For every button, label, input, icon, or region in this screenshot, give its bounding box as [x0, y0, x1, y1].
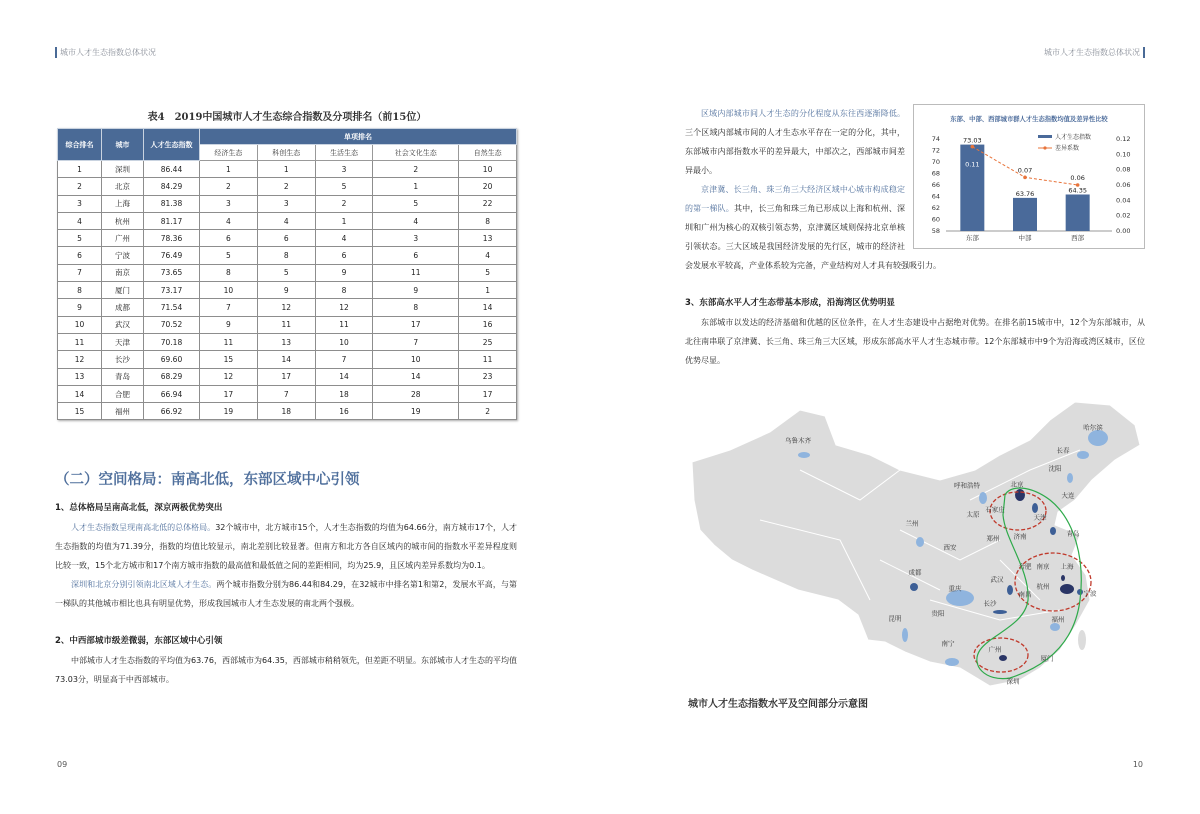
table-cell: 13	[459, 230, 517, 247]
table-cell: 杭州	[102, 212, 144, 229]
table-cell: 12	[315, 299, 373, 316]
legend-label: 人才生态指数	[1055, 134, 1092, 141]
bar-data-label: 73.03	[963, 136, 982, 145]
table-cell: 68.29	[144, 368, 200, 385]
table-cell: 7	[257, 385, 315, 402]
table-cell: 15	[200, 351, 258, 368]
table-cell: 4	[200, 212, 258, 229]
table-cell: 北京	[102, 178, 144, 195]
table-cell: 1	[58, 161, 102, 178]
paragraph-lead: 京津冀、长三角、珠三角三大经济区域中心城市构成稳定的第一梯队。	[685, 185, 905, 213]
table-cell: 8	[200, 264, 258, 281]
table-cell: 上海	[102, 195, 144, 212]
table-cell: 10	[459, 161, 517, 178]
line-data-label: 0.06	[1070, 174, 1085, 182]
table-cell: 1	[373, 178, 459, 195]
table-cell: 66.92	[144, 403, 200, 420]
paragraph: 中部城市人才生态指数的平均值为63.76，西部城市为64.35，西部城市稍稍领先，但差距不明显。东部城市人才生态的平均值73.03分，明显高于中西部城市。	[55, 656, 517, 684]
table-cell: 5	[373, 195, 459, 212]
table-cell: 17	[257, 368, 315, 385]
table-cell: 4	[459, 247, 517, 264]
table-cell: 8	[459, 212, 517, 229]
paragraph-lead: 人才生态指数呈现南高北低的总体格局。	[71, 523, 216, 532]
table-cell: 76.49	[144, 247, 200, 264]
table-cell: 25	[459, 333, 517, 350]
y-tick-left: 66	[931, 181, 940, 189]
chart-svg	[914, 105, 1143, 247]
table-cell: 2	[459, 403, 517, 420]
header-sub: 经济生态	[200, 145, 258, 161]
table-cell: 7	[315, 351, 373, 368]
x-tick-label: 中部	[1018, 234, 1032, 242]
table-cell: 18	[257, 403, 315, 420]
table-cell: 14	[58, 385, 102, 402]
y-tick-left: 64	[931, 192, 940, 201]
paragraph-body: 两个城市指数分别为86.44和84.29，在32城市中排名第1和第2，发展水平高，与第一梯队的其他城市相比也具有明显优势，形成我国城市人才生态发展的南北两个强极。	[55, 580, 517, 608]
table-cell: 11	[373, 264, 459, 281]
map-caption: 城市人才生态指数水平及空间部分示意图	[688, 699, 868, 710]
paragraph	[55, 518, 517, 575]
line-data-label: 0.07	[1017, 166, 1033, 175]
map-city-label: 南昌	[1018, 590, 1032, 599]
table-row	[58, 195, 517, 212]
y-tick-right: 0.10	[1116, 150, 1131, 159]
header-rank: 综合排名	[58, 129, 102, 161]
table-cell: 3	[257, 195, 315, 212]
table-cell: 厦门	[102, 282, 144, 299]
table-cell: 11	[58, 333, 102, 350]
map-city-label: 西安	[943, 543, 957, 552]
paragraph	[55, 575, 517, 613]
map-city-label: 济南	[1013, 532, 1027, 541]
header-city: 城市	[102, 129, 144, 161]
map-city-label: 呼和浩特	[954, 481, 980, 490]
section-title: （二）空间格局：南高北低，东部区域中心引领	[55, 472, 360, 488]
header-sub: 社会文化生态	[373, 145, 459, 161]
table-cell: 1	[200, 161, 258, 178]
table-cell: 86.44	[144, 161, 200, 178]
table-cell: 84.29	[144, 178, 200, 195]
table-cell: 81.38	[144, 195, 200, 212]
table-row	[58, 385, 517, 402]
map-city-label: 天津	[1033, 513, 1047, 522]
table-cell: 6	[373, 247, 459, 264]
table-row	[58, 316, 517, 333]
table-cell: 4	[257, 212, 315, 229]
table-cell: 9	[200, 316, 258, 333]
table-cell: 10	[315, 333, 373, 350]
map-city-label: 宁波	[1083, 589, 1097, 598]
table-cell: 9	[257, 282, 315, 299]
table-cell: 70.18	[144, 333, 200, 350]
line-point	[971, 145, 975, 149]
table-cell: 1	[459, 282, 517, 299]
table-cell: 13	[58, 368, 102, 385]
paragraph-body: 三个区域内部城市间的人才生态水平存在一定的分化，其中，东部城市内部指数水平的差异最大，中部次之，西部城市间差异最小。	[685, 128, 905, 175]
table-cell: 1	[315, 212, 373, 229]
y-tick-left: 62	[931, 204, 940, 212]
table-row	[58, 230, 517, 247]
table-cell: 2	[257, 178, 315, 195]
table-cell: 11	[257, 316, 315, 333]
heading-2: 2、中西部城市级差微弱，东部区域中心引领	[55, 636, 223, 646]
legend-label: 差异系数	[1055, 145, 1080, 152]
table-row	[58, 212, 517, 229]
table-cell: 武汉	[102, 316, 144, 333]
map-city-label: 厦门	[1040, 654, 1054, 663]
table-cell: 深圳	[102, 161, 144, 178]
map-city-label: 成都	[908, 568, 922, 577]
table-cell: 73.17	[144, 282, 200, 299]
table-cell: 5	[315, 178, 373, 195]
paragraph-lead: 深圳和北京分别引领南北区域人才生态。	[71, 580, 217, 589]
header-group: 单项排名	[200, 129, 517, 145]
table-cell: 8	[58, 282, 102, 299]
table-row	[58, 299, 517, 316]
table-cell: 14	[257, 351, 315, 368]
map-city-label: 武汉	[990, 575, 1004, 584]
table-cell: 11	[200, 333, 258, 350]
table-cell: 10	[200, 282, 258, 299]
table-cell: 10	[373, 351, 459, 368]
line-point	[1076, 183, 1080, 187]
table-cell: 广州	[102, 230, 144, 247]
table-cell: 14	[459, 299, 517, 316]
table-cell: 9	[373, 282, 459, 299]
ranking-table	[57, 128, 517, 420]
table-title: 表4 2019中国城市人才生态综合指数及分项排名（前15位）	[147, 112, 427, 123]
header-sub: 自然生态	[459, 145, 517, 161]
map-city-label: 长春	[1056, 446, 1070, 455]
y-tick-right: 0.02	[1116, 211, 1131, 220]
table-cell: 78.36	[144, 230, 200, 247]
y-tick-right: 0.06	[1116, 181, 1131, 189]
table-cell: 宁波	[102, 247, 144, 264]
y-tick-left: 70	[931, 158, 940, 166]
table-cell: 1	[257, 161, 315, 178]
y-tick-left: 58	[931, 227, 940, 235]
table-cell: 5	[200, 247, 258, 264]
map-city-label: 沈阳	[1048, 464, 1062, 473]
y-tick-left: 74	[931, 135, 940, 143]
table-row	[58, 351, 517, 368]
map-city-label: 福州	[1051, 615, 1065, 624]
map-city-label: 兰州	[905, 519, 919, 528]
map-city-label: 哈尔滨	[1083, 423, 1103, 432]
table-cell: 4	[315, 230, 373, 247]
table-cell: 15	[58, 403, 102, 420]
table-row	[58, 282, 517, 299]
table-cell: 3	[315, 161, 373, 178]
header-index: 人才生态指数	[144, 129, 200, 161]
taiwan	[1078, 630, 1086, 650]
table-cell: 6	[315, 247, 373, 264]
table-cell: 3	[58, 195, 102, 212]
table-cell: 3	[373, 230, 459, 247]
map-city-label: 广州	[988, 645, 1002, 654]
table-cell: 69.60	[144, 351, 200, 368]
running-header-right: 城市人才生态指数总体状况	[1044, 47, 1145, 58]
table-cell: 8	[373, 299, 459, 316]
table-cell: 14	[373, 368, 459, 385]
right-body	[685, 104, 1145, 370]
table-cell: 10	[58, 316, 102, 333]
map-city-label: 合肥	[1018, 562, 1032, 571]
table-cell: 5	[459, 264, 517, 281]
table-row	[58, 368, 517, 385]
table-cell: 7	[200, 299, 258, 316]
line-data-label: 0.11	[965, 160, 980, 169]
map-city-label: 青岛	[1066, 529, 1080, 538]
table-cell: 6	[257, 230, 315, 247]
table-cell: 成都	[102, 299, 144, 316]
x-tick-label: 西部	[1071, 234, 1085, 242]
table-cell: 7	[58, 264, 102, 281]
china-landmass	[692, 402, 1140, 686]
table-cell: 5	[257, 264, 315, 281]
table-cell: 11	[315, 316, 373, 333]
table-cell: 19	[373, 403, 459, 420]
china-map	[688, 395, 1148, 695]
table-cell: 19	[200, 403, 258, 420]
table-cell: 23	[459, 368, 517, 385]
table-cell: 11	[459, 351, 517, 368]
header-sub: 科创生态	[257, 145, 315, 161]
map-city-label: 郑州	[986, 534, 1000, 543]
table-cell: 16	[315, 403, 373, 420]
paragraph-body: 32个城市中，北方城市15个，人才生态指数的均值为64.66分，南方城市17个，人才生态指数的均值为71.39分，指数的均值比较显示，南北差别比较显著。但南方和北方各自区域内的城市间的指数水平差异程度则比较一致，15个北方城市和17个南方城市指数的最高值和最低值之间的差距相同，均为25.9，且区域内差异系数均为0.1。	[55, 523, 517, 570]
heading-1: 1、总体格局呈南高北低，深京两极优势突出	[55, 503, 223, 513]
map-city-label: 重庆	[948, 584, 962, 593]
table-cell: 合肥	[102, 385, 144, 402]
table-cell: 12	[200, 368, 258, 385]
paragraph: 东部城市以发达的经济基础和优越的区位条件，在人才生态建设中占据绝对优势。在排名前15城市中，12个为东部城市，从北往南串联了京津冀、长三角、珠三角三大区域，形成东部高水平人才生态城市带。12个东部城市中9个为沿海或湾区城市，区位优势尽显。	[685, 318, 1145, 365]
table-row	[58, 403, 517, 420]
map-city-label: 上海	[1060, 562, 1074, 571]
legend-line-marker	[1043, 146, 1046, 149]
table-cell: 长沙	[102, 351, 144, 368]
table-cell: 18	[315, 385, 373, 402]
table-row	[58, 161, 517, 178]
table-cell: 12	[257, 299, 315, 316]
paragraph-lead: 区域内部城市间人才生态的分化程度从东往西逐渐降低。	[701, 109, 905, 118]
table-cell: 天津	[102, 333, 144, 350]
table-cell: 9	[315, 264, 373, 281]
map-city-label: 乌鲁木齐	[785, 436, 811, 445]
table-cell: 28	[373, 385, 459, 402]
map-svg	[688, 395, 1148, 695]
x-tick-label: 东部	[965, 234, 979, 242]
y-tick-right: 0.08	[1116, 165, 1131, 174]
line-point	[1023, 176, 1027, 180]
table-cell: 17	[373, 316, 459, 333]
table-cell: 73.65	[144, 264, 200, 281]
table-cell: 福州	[102, 403, 144, 420]
map-city-label: 昆明	[888, 614, 902, 623]
running-header-left: 城市人才生态指数总体状况	[55, 47, 156, 58]
map-city-label: 太原	[966, 510, 980, 519]
table-cell: 2	[58, 178, 102, 195]
y-tick-right: 0.12	[1116, 135, 1131, 143]
table-cell: 7	[373, 333, 459, 350]
table-row	[58, 333, 517, 350]
y-tick-left: 68	[931, 169, 940, 178]
table-cell: 70.52	[144, 316, 200, 333]
bar-data-label: 64.35	[1068, 186, 1087, 195]
table-cell: 5	[58, 230, 102, 247]
paragraph-body: 其中，长三角和珠三角已形成以上海和杭州、深圳和广州为核心的双核引领态势，京津冀区域则保持北京单核引领状态。三大区域是我国经济发展的先行区，城市的经济社会发展水平较高，产业体系较为完备，产业结构对人才具有较强吸引力。	[685, 204, 941, 270]
left-body	[55, 499, 517, 689]
bar	[960, 145, 984, 231]
table-cell: 9	[58, 299, 102, 316]
table-cell: 3	[200, 195, 258, 212]
table-cell: 8	[257, 247, 315, 264]
map-city-label: 南京	[1036, 562, 1050, 571]
table-cell: 71.54	[144, 299, 200, 316]
table-cell: 青岛	[102, 368, 144, 385]
legend-bar-swatch	[1038, 135, 1052, 138]
map-city-label: 南宁	[941, 639, 955, 648]
map-city-label: 北京	[1010, 480, 1024, 489]
table-cell: 6	[200, 230, 258, 247]
table-cell: 81.17	[144, 212, 200, 229]
table-cell: 2	[373, 161, 459, 178]
table-cell: 6	[58, 247, 102, 264]
table-cell: 4	[373, 212, 459, 229]
y-tick-right: 0.04	[1116, 196, 1131, 205]
table-cell: 2	[200, 178, 258, 195]
map-city-label: 深圳	[1006, 677, 1020, 686]
page-number-right: 10	[1132, 760, 1143, 769]
table-cell: 8	[315, 282, 373, 299]
table-cell: 20	[459, 178, 517, 195]
table-cell: 2	[315, 195, 373, 212]
map-city-label: 长沙	[983, 599, 997, 608]
page-number-left: 09	[57, 760, 68, 769]
region-comparison-chart	[913, 104, 1145, 249]
table-cell: 16	[459, 316, 517, 333]
table-row	[58, 264, 517, 281]
table-cell: 4	[58, 212, 102, 229]
table-cell: 22	[459, 195, 517, 212]
heading-3: 3、东部高水平人才生态带基本形成，沿海湾区优势明显	[685, 298, 895, 308]
bar-data-label: 63.76	[1015, 189, 1035, 198]
table-cell: 13	[257, 333, 315, 350]
table-cell: 14	[315, 368, 373, 385]
map-city-label: 大连	[1061, 491, 1075, 500]
bar	[1066, 194, 1090, 231]
bar	[1013, 198, 1037, 231]
header-sub: 生活生态	[315, 145, 373, 161]
y-tick-left: 72	[931, 146, 940, 155]
table-row	[58, 247, 517, 264]
table-cell: 17	[459, 385, 517, 402]
table-cell: 66.94	[144, 385, 200, 402]
table-cell: 12	[58, 351, 102, 368]
table-cell: 17	[200, 385, 258, 402]
y-tick-left: 60	[931, 215, 940, 224]
table-cell: 南京	[102, 264, 144, 281]
map-city-label: 贵阳	[931, 609, 945, 618]
y-tick-right: 0.00	[1116, 227, 1131, 235]
table-row	[58, 178, 517, 195]
map-city-label: 杭州	[1036, 582, 1050, 591]
chart-title: 东部、中部、西部城市群人才生态指数均值及差异性比较	[950, 116, 1108, 123]
map-city-label: 石家庄	[985, 505, 1005, 514]
